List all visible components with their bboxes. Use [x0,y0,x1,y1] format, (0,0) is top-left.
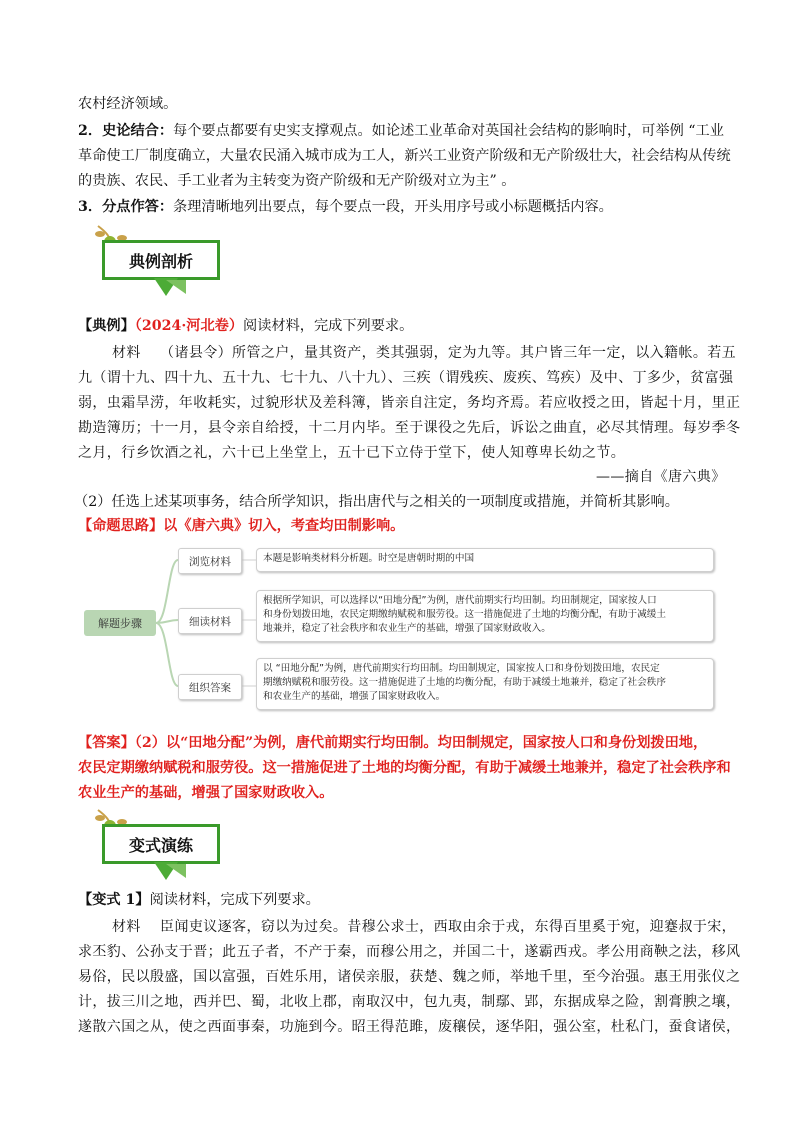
variant-instruction: 阅读材料，完成下列要求。 [149,892,320,908]
point-2-text: 每个要点都要有史实支撑观点。如论述工业革命对英国社会结构的影响时，可举例 “工业 [173,123,724,139]
banner-title: 典例剖析 [102,240,220,280]
diagram-main-node: 解题步骤 [84,610,156,636]
solution-steps-diagram [80,540,720,720]
example-header [78,316,413,336]
example-instruction: 阅读材料，完成下列要求。 [243,318,414,334]
variant-tag: 【变式 1】 [78,892,150,908]
step-read-desc-line: 和身份划拨田地，农民定期缴纳赋税和服劳役。这一措施促进了土地的均衡分配，有助于减缓土 [263,609,666,620]
step-read-desc-line: 根据所学知识，可以选择以“田地分配”为例，唐代前期实行均田制。均田制规定，国家按人口 [263,595,657,606]
proposition-idea: 【命题思路】以《唐六典》切入，考查均田制影响。 [78,518,405,534]
variant-material-line-4: 计，拔三川之地，西并巴、蜀，北收上郡，南取汉中，包九夷，制鄢、郢，东据成皋之险，割膏腴之壤， [78,994,741,1010]
variant-material-line-3: 易俗，民以殷盛，国以富强，百姓乐用，诸侯亲服，获楚、魏之师，举地千里，至今治强。惠王用张仪之 [78,969,741,985]
point-3-text: 条理清晰地列出要点，每个要点一段，开头用序号或小标题概括内容。 [173,199,613,215]
step-organize-answer: 组织答案 [178,674,242,700]
step-organize-desc-line: 期缴纳赋税和服劳役。这一措施促进了土地的均衡分配，有助于减缓土地兼并，稳定了社会秩序 [263,677,666,688]
example-source: （2024·河北卷） [134,318,244,334]
section-banner-variant-practice [88,806,228,886]
step-browse-material: 浏览材料 [178,548,242,574]
example-material-line-2: 九（谓十九、四十九、五十九、七十九、八十九）、三疾（谓残疾、废疾、笃疾）及中、丁多少，贫富强 [78,370,734,386]
step-organize-description [256,658,714,710]
example-tag: 【典例】 [78,318,135,334]
point-2-line-1 [78,121,724,141]
example-material-line-1: 材料 （诸县令）所管之户，量其资产，类其强弱，定为九等。其户皆三年一定，以入籍帐。若五 [112,345,737,361]
step-organize-desc-line: 以 “田地分配”为例，唐代前期实行均田制。均田制规定，国家按人口和身份划拨田地，农民定 [263,663,660,674]
step-read-material: 细读材料 [178,608,242,634]
point-2-title: 史论结合： [102,123,174,139]
variant-material-line-1: 材料 臣闻吏议逐客，窃以为过矣。昔穆公求士，西取由余于戎，东得百里奚于宛，迎蹇叔于宋， [112,919,737,935]
point-2-line-3: 的贵族、农民、手工业者为主转变为资产阶级和无产阶级对立为主” 。 [78,173,516,189]
step-read-description [256,590,714,642]
answer-line-2: 农民定期缴纳赋税和服劳役。这一措施促进了土地的均衡分配，有助于减缓土地兼并，稳定了社会秩序和 [78,760,731,776]
banner-ribbon-fold-icon [166,864,186,878]
example-material-line-3: 弱，虫霜旱涝，年收耗实，过貌形状及差科簿，皆亲自注定，务均齐焉。若应收授之田，皆起十月，里正 [78,395,741,411]
variant-material-line-5: 遂散六国之从，使之西面事秦，功施到今。昭王得范雎，废穰侯，逐华阳，强公室，杜私门，蚕食诸侯， [78,1019,741,1035]
banner-title: 变式演练 [102,824,220,864]
example-material-line-4: 勘造簿历；十一月，县令亲自给授，十二月内毕。至于课役之先后，诉讼之曲直，必尽其情理。每岁季冬 [78,420,741,436]
step-browse-description [256,548,714,572]
step-read-desc-line: 地兼并，稳定了社会秩序和农业生产的基础，增强了国家财政收入。 [263,623,551,634]
intro-line-0: 农村经济领域。 [78,96,178,112]
step-browse-desc-line: 本题是影响类材料分析题。时空是唐朝时期的中国 [263,553,475,564]
point-2-line-2: 革命使工厂制度确立，大量农民涌入城市成为工人，新兴工业资产阶级和无产阶级壮大，社会结构从传统 [78,148,731,164]
answer-line-3: 农业生产的基础，增强了国家财政收入。 [78,785,334,801]
point-3-number: 3． [78,199,103,215]
example-citation: ——摘自《唐六典》 [596,469,726,485]
point-3-line [78,197,613,217]
section-banner-typical-example [88,222,228,302]
answer-line-1: 【答案】（2）以“田地分配”为例，唐代前期实行均田制。均田制规定，国家按人口和身份划拨田地， [78,735,708,751]
variant-header [78,890,320,910]
step-organize-desc-line: 和农业生产的基础，增强了国家财政收入。 [263,691,446,702]
variant-material-line-2: 求丕豹、公孙支于晋；此五子者，不产于秦，而穆公用之，并国二十，遂霸西戎。孝公用商鞅之法，移风 [78,944,741,960]
point-3-title: 分点作答： [102,199,174,215]
example-question: （2）任选上述某项事务，结合所学知识，指出唐代与之相关的一项制度或措施，并简析其影响。 [74,494,679,510]
banner-ribbon-fold-icon [166,280,186,294]
point-2-number: 2． [78,123,103,139]
example-material-line-5: 之月，行乡饮酒之礼，六十已上坐堂上，五十已下立侍于堂下，使人知尊卑长幼之节。 [78,445,626,461]
